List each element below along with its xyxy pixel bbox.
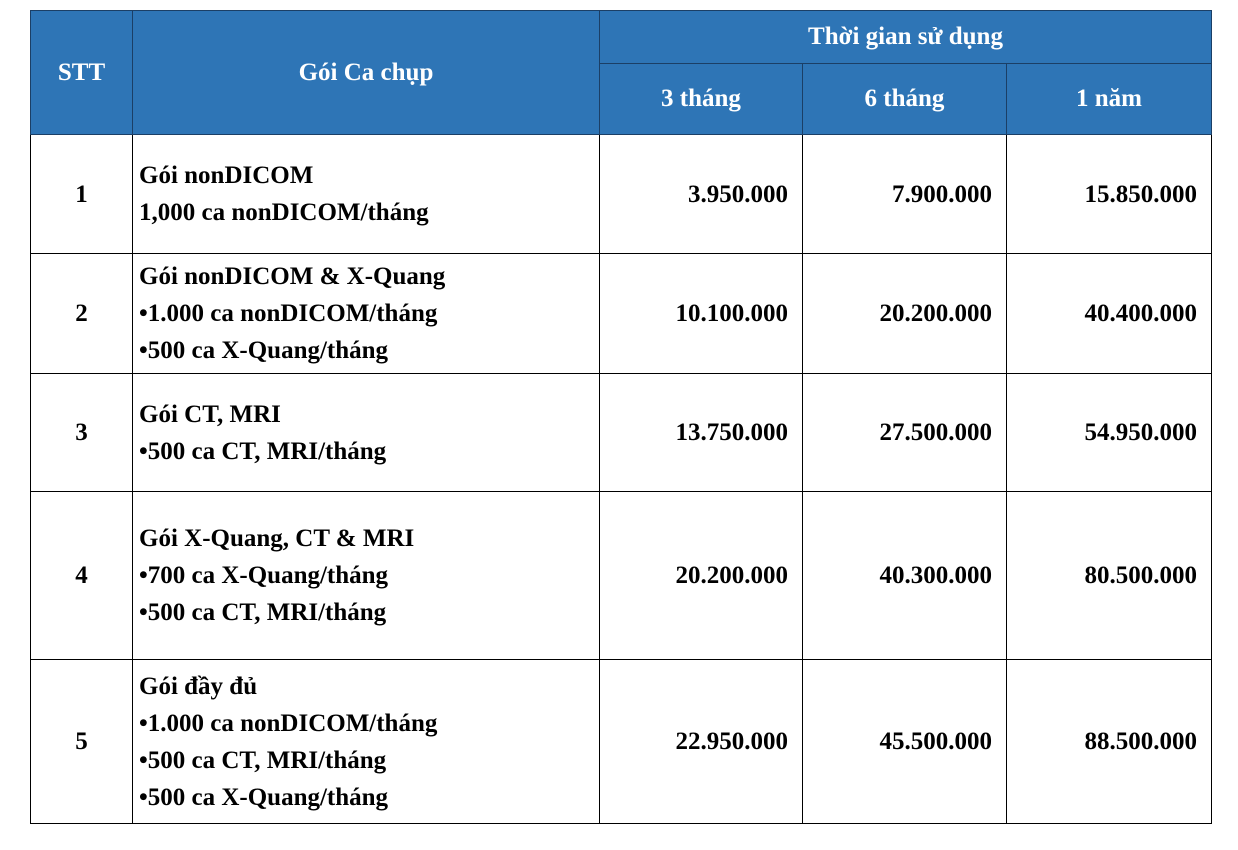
row-stt: 3 (31, 374, 133, 492)
package-title: Gói đầy đủ (139, 672, 258, 700)
header-stt: STT (31, 11, 133, 135)
price-6-months: 45.500.000 (803, 660, 1007, 824)
price-3-months: 22.950.000 (600, 660, 803, 824)
row-package (133, 374, 600, 492)
package-detail: 1,000 ca nonDICOM/tháng (139, 199, 429, 226)
header-6-months: 6 tháng (803, 64, 1007, 135)
row-package (133, 660, 600, 824)
row-package (133, 135, 600, 254)
price-3-months: 3.950.000 (600, 135, 803, 254)
row-package (133, 492, 600, 660)
price-1-year: 40.400.000 (1007, 254, 1212, 374)
table-row (31, 660, 1212, 824)
header-package: Gói Ca chụp (133, 11, 600, 135)
package-title: Gói nonDICOM (139, 162, 314, 189)
row-stt: 2 (31, 254, 133, 374)
price-3-months: 13.750.000 (600, 374, 803, 492)
price-3-months: 10.100.000 (600, 254, 803, 374)
pricing-table (30, 10, 1212, 824)
package-detail: •500 ca X-Quang/tháng (139, 337, 389, 364)
price-6-months: 20.200.000 (803, 254, 1007, 374)
package-detail: •1.000 ca nonDICOM/tháng (139, 300, 438, 327)
header-duration-group: Thời gian sử dụng (600, 11, 1212, 64)
price-1-year: 80.500.000 (1007, 492, 1212, 660)
package-title: Gói X-Quang, CT & MRI (139, 525, 415, 552)
row-stt: 4 (31, 492, 133, 660)
table-row (31, 254, 1212, 374)
table-body (31, 135, 1212, 824)
header-3-months: 3 tháng (600, 64, 803, 135)
package-title: Gói nonDICOM & X-Quang (139, 263, 446, 290)
package-detail: •700 ca X-Quang/tháng (139, 562, 389, 589)
price-6-months: 7.900.000 (803, 135, 1007, 254)
table-header (31, 11, 1212, 135)
table-row (31, 492, 1212, 660)
price-3-months: 20.200.000 (600, 492, 803, 660)
row-package (133, 254, 600, 374)
package-title: Gói CT, MRI (139, 400, 281, 428)
price-1-year: 15.850.000 (1007, 135, 1212, 254)
package-detail: •500 ca CT, MRI/tháng (139, 599, 387, 626)
package-detail: •1.000 ca nonDICOM/tháng (139, 709, 438, 737)
header-1-year: 1 năm (1007, 64, 1212, 135)
row-stt: 1 (31, 135, 133, 254)
package-detail: •500 ca X-Quang/tháng (139, 783, 389, 811)
row-stt: 5 (31, 660, 133, 824)
package-detail: •500 ca CT, MRI/tháng (139, 746, 387, 774)
price-1-year: 88.500.000 (1007, 660, 1212, 824)
price-6-months: 40.300.000 (803, 492, 1007, 660)
price-6-months: 27.500.000 (803, 374, 1007, 492)
package-detail: •500 ca CT, MRI/tháng (139, 437, 387, 465)
table-row (31, 374, 1212, 492)
table-row (31, 135, 1212, 254)
price-1-year: 54.950.000 (1007, 374, 1212, 492)
